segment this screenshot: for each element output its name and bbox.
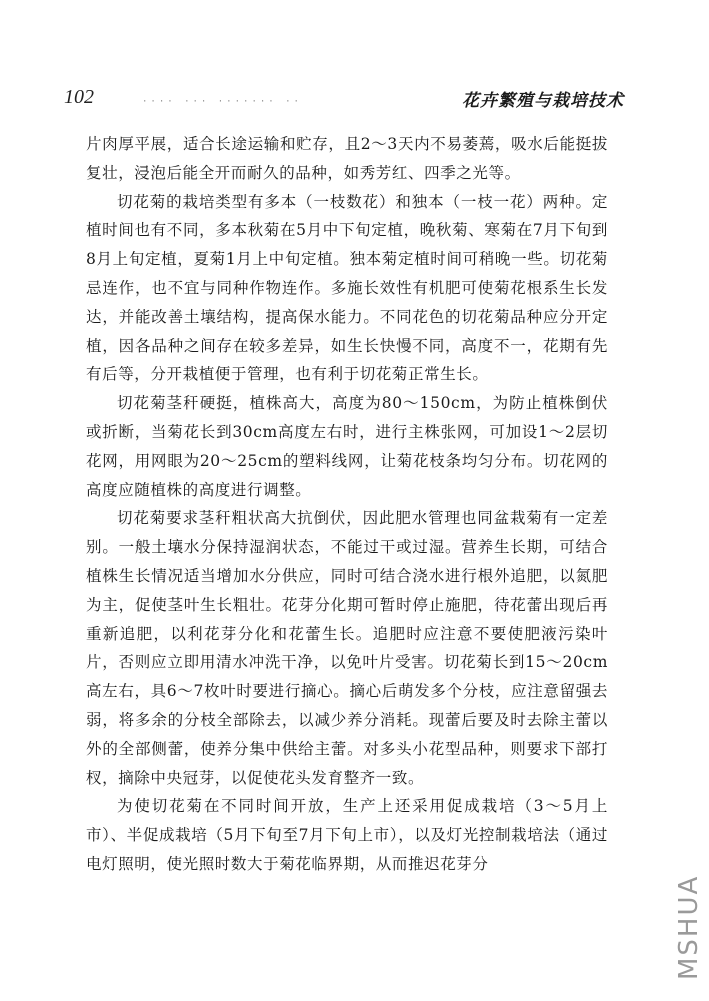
paragraph: 为使切花菊在不同时间开放，生产上还采用促成栽培（3～5月上市）、半促成栽培（5月下旬至7月下旬上市），以及灯光控制栽培法（通过电灯照明，使光照时数大于菊花临界期，从而推迟花芽分 <box>86 797 608 873</box>
paragraph: 切花菊的栽培类型有多本（一枝数花）和独本（一枝一花）两种。定植时间也有不同，多本秋菊在5月中下旬定植，晚秋菊、寒菊在7月下旬到8月上旬定植，夏菊1月上中旬定植。独本菊定植时间可稍晚一些。切花菊忌连作，也不宜与同种作物连作。多施长效性有机肥可使菊花根系生长发达，并能改善土壤结构，提高保水能力。不同花色的切花菊品种应分开定植，因各品种之间存在较多差异，如生长快慢不同，高度不一，花期有先有后等，分开栽植便于管理，也有利于切花菊正常生长。 <box>86 192 608 384</box>
body-text <box>86 130 608 879</box>
page-header <box>64 80 624 110</box>
paragraph: 片肉厚平展，适合长途运输和贮存，且2～3天内不易萎蔫，吸水后能挺拔复壮，浸泡后能全开而耐久的品种，如秀芳红、四季之光等。 <box>86 135 608 182</box>
paragraph: 切花菊要求茎秆粗状高大抗倒伏，因此肥水管理也同盆栽菊有一定差别。一般土壤水分保持湿润状态，不能过干或过湿。营养生长期，可结合植株生长情况适当增加水分供应，同时可结合浇水进行根外追肥，以氮肥为主，促使茎叶生长粗壮。花芽分化期可暂时停止施肥，待花蕾出现后再重新追肥，以利花芽分化和花蕾生长。追肥时应注意不要使肥液污染叶片，否则应立即用清水冲洗干净，以免叶片受害。切花菊长到15～20cm高左右，具6～7枚叶时要进行摘心。摘心后萌发多个分枝，应注意留强去弱，将多余的分枝全部除去，以减少养分消耗。现蕾后要及时去除主蕾以外的全部侧蕾，使养分集中供给主蕾。对多头小花型品种，则要求下部打杈，摘除中央冠芽，以促使花头发育整齐一致。 <box>86 509 608 787</box>
watermark: MSHUA <box>674 874 704 980</box>
paragraph: 切花菊茎秆硬挺，植株高大，高度为80～150cm，为防止植株倒伏或折断，当菊花长到30cm高度左右时，进行主株张网，可加设1～2层切花网，用网眼为20～25cm的塑料线网，让菊花枝条均匀分布。切花网的高度应随植株的高度进行调整。 <box>86 394 608 499</box>
header-dots: ···· ··· ······· ·· <box>142 97 302 107</box>
page-number: 102 <box>64 86 94 108</box>
running-book-title: 花卉繁殖与栽培技术 <box>462 91 624 111</box>
